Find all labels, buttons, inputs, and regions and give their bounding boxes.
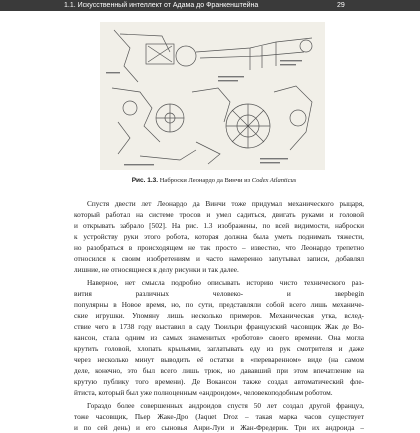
text-line: кансон, стала одним из самых знаменитых «роботов» своего времени. Она могла bbox=[74, 333, 364, 342]
text-line: лишние, не относящиеся к делу рисунки и так далее. bbox=[74, 265, 239, 274]
text-line: популярны в Новое время, но, по сути, представляли собой всего лишь механиче- bbox=[74, 300, 364, 309]
sketch-drawing bbox=[100, 22, 325, 170]
text-line: вития различных человеко- и зверbegin bbox=[74, 289, 364, 298]
figure-caption bbox=[64, 176, 364, 185]
text-line: к устройству руки этого робота, которая должна была уметь поднимать тяжести, bbox=[74, 232, 364, 241]
text-line: крутить головой, хлопать крыльями, заглатывать еду из рук смотрителя и даже bbox=[74, 344, 364, 353]
text-line: ствие чего в 1738 году выставил в саду Тюильри французский часовщик Жак де Во- bbox=[74, 322, 364, 331]
text-line: и по сей день) и его сыновья Анри-Луи и Жан-Фредерик. Три их андроида – bbox=[74, 423, 364, 432]
figure-caption-label: Рис. 1.3. bbox=[131, 177, 159, 184]
figure-caption-text: Наброски Леонардо да Винчи из bbox=[158, 177, 252, 184]
text-line: Наверное, нет смысла подробно описывать историю чисто технического раз- bbox=[87, 278, 364, 287]
paragraph-3 bbox=[74, 400, 364, 433]
body-text bbox=[74, 198, 364, 433]
text-line: и открывать забрало [502]. На рис. 1.3 изображены, по всей видимости, наброски bbox=[74, 221, 364, 230]
text-line: Спустя двести лет Леонардо да Винчи тоже придумал механического рыцаря, bbox=[87, 199, 364, 208]
figure-leonardo-sketch bbox=[100, 22, 325, 170]
paragraph-2 bbox=[74, 277, 364, 398]
text-line: но разобраться в происходящем не так просто – известно, что Леонардо трепетно bbox=[74, 243, 364, 252]
text-line: Гораздо более совершенных андроидов спустя 50 лет создал другой француз, bbox=[87, 401, 364, 410]
header-section-title: 1.1. Искусственный интеллект от Адама до Франкенштейна bbox=[64, 2, 259, 9]
paragraph-1 bbox=[74, 198, 364, 275]
page-number: 29 bbox=[337, 2, 345, 9]
text-line: ские игрушки. Упомяну лишь несколько примеров. Механическая утка, вслед- bbox=[74, 311, 364, 320]
text-line: йтиста, который был уже полноценным «андроидом», человекоподобным роботом. bbox=[74, 388, 333, 397]
text-line: крутую публику того времени). Де Вокансон также создал автоматический фле- bbox=[74, 377, 364, 386]
figure-caption-source: Codex Atlanticus bbox=[251, 177, 297, 184]
text-line: деле, конечно, это был всего лишь трюк, но дававший при этом впечатление на bbox=[74, 366, 364, 375]
text-line: относился к своим изобретениям и часто намеренно запутывал записи, добавлял bbox=[74, 254, 364, 263]
text-line: тоже часовщик, Пьер Жаке-Дро (Jaquet Droz – такая марка часов существует bbox=[74, 412, 364, 421]
text-line: который работал на системе тросов и умел садиться, двигать руками и головой bbox=[74, 210, 364, 219]
text-line: через несколько минут выводить её остатки в «переваренном» виде (на самом bbox=[74, 355, 364, 364]
running-header bbox=[0, 0, 420, 11]
